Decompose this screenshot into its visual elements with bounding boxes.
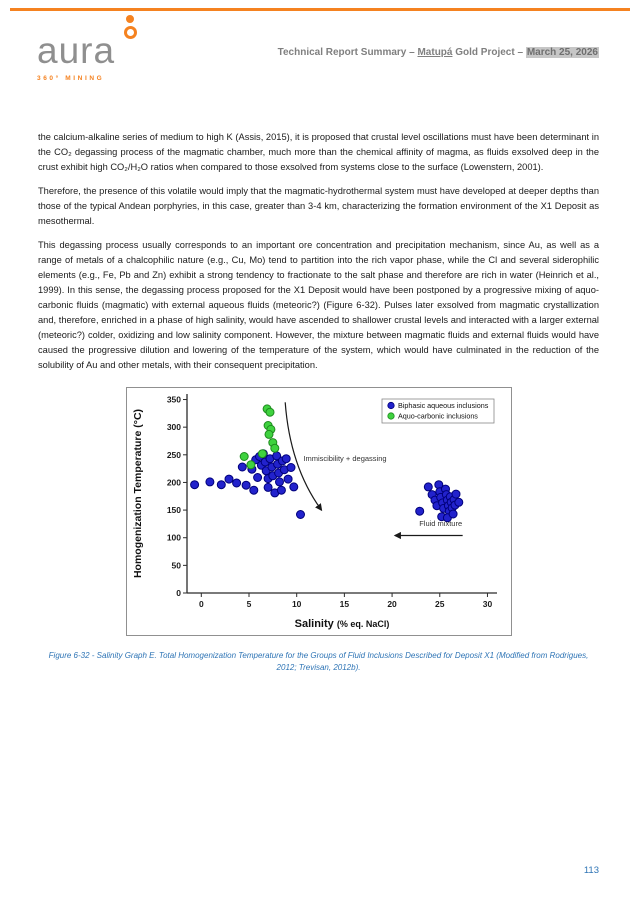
- logo-dot-icon: [126, 15, 134, 23]
- aura-logo: [37, 32, 115, 82]
- body-paragraph-2: Therefore, the presence of this volatile would imply that the magmatic-hydrothermal system must have developed at deeper depths than those of the typical Andean porphyries, in this case, greater than 3-4 km, characterizing the formation environment of the X1 Deposit as mesothermal.: [38, 186, 599, 226]
- data-point-biphasic-aqueous: [225, 475, 233, 483]
- data-point-biphasic-aqueous: [217, 481, 225, 489]
- y-tick-label: 100: [166, 532, 181, 543]
- document-body: [38, 130, 599, 674]
- data-point-aquo-carbonic: [266, 408, 274, 416]
- project-name: Matupá: [417, 47, 453, 58]
- legend-label: Biphasic aqueous inclusions: [397, 401, 488, 410]
- data-point-biphasic-aqueous: [424, 483, 432, 491]
- data-point-biphasic-aqueous: [287, 464, 295, 472]
- x-axis-label: Salinity (% eq. NaCl): [294, 618, 389, 630]
- data-point-biphasic-aqueous: [415, 507, 423, 515]
- report-title: [278, 47, 599, 58]
- report-date-highlight: March 25, 2026: [526, 47, 598, 58]
- logo-mark-icon: [122, 15, 138, 45]
- x-tick-label: 5: [246, 599, 251, 609]
- data-point-biphasic-aqueous: [275, 478, 283, 486]
- data-point-biphasic-aqueous: [289, 483, 297, 491]
- legend-marker-icon: [387, 413, 393, 419]
- data-point-biphasic-aqueous: [242, 481, 250, 489]
- y-tick-label: 200: [166, 477, 181, 488]
- y-tick-label: 150: [166, 505, 181, 516]
- x-tick-label: 25: [434, 599, 445, 609]
- data-point-aquo-carbonic: [240, 453, 248, 461]
- page-number: 113: [583, 865, 599, 876]
- body-paragraph-3: This degassing process usually corresponds to an important ore concentration and precipitation mechanism, since Au, as well as a range of metals of a chalcophilic nature (e.g., Cu, Mo) tend to partition into the rich vapor phase, while the Cl and several siderophilic elements (e.g., Fe, Pb and Zn) exhibit a strong tendency to fractionate to the salt phase and therefore are rich in water (Heinrich et al., 1999). In this sense, the degassing process proposed for the X1 Deposit would have been postponed by a progressive mixing of aquo-carbonic fluids (magmatic) with external aqueous fluids (meteoric?) (Figure 6-32). Pulses later exsolved from magmatic crystallization and, therefore, enriched in a phase of high salinity, would have ascended to shallower crustal levels and interacted with a larger external (meteoric?) colder, oxidizing and low salinity component. However, the mixture between magmatic fluids and external fluids would have caused the progressive dilution and lowering of the temperature of the system, which would have culminated in the reduction of the solubility of Au and other metals, with their consequent precipitation.: [38, 240, 599, 370]
- y-axis-label: Homogenization Temperature (°C): [131, 408, 144, 579]
- figure-caption: Figure 6-32 - Salinity Graph E. Total Homogenization Temperature for the Groups of Fluid Inclusions Described for Deposit X1 (Modified from Rodrigues, 2012; Trevisan, 2012b).: [48, 651, 589, 672]
- data-point-biphasic-aqueous: [284, 475, 292, 483]
- data-point-biphasic-aqueous: [277, 486, 285, 494]
- data-point-aquo-carbonic: [270, 444, 278, 452]
- logo-ring-icon: [124, 26, 137, 39]
- report-title-middle: Gold Project –: [452, 47, 526, 58]
- data-point-aquo-carbonic: [258, 450, 266, 458]
- legend-marker-icon: [387, 402, 393, 408]
- chart-annotation: Fluid mixture: [418, 519, 462, 529]
- scatter-chart-frame: [126, 387, 512, 636]
- chart-annotation: Immiscibility + degassing: [302, 453, 387, 463]
- data-point-biphasic-aqueous: [249, 486, 257, 494]
- data-point-biphasic-aqueous: [190, 481, 198, 489]
- body-paragraph-1: the calcium-alkaline series of medium to high K (Assis, 2015), it is proposed that crustal level oscillations must have been determinant in the CO₂ degassing process of the magmatic chamber, much more than the chemical affinity of magma, as fluids exsolved deep in the crust exhibit high CO₂/H₂O ratios when compared to those exsolved from systems close to the surface (Lowenstern, 2001).: [38, 132, 599, 172]
- y-tick-label: 350: [166, 394, 181, 405]
- logo-tagline: 360° MINING: [37, 75, 105, 82]
- legend-label: Aquo-carbonic inclusions: [397, 411, 478, 421]
- logo-wordmark: aura: [37, 30, 116, 71]
- y-tick-label: 300: [166, 422, 181, 433]
- data-point-biphasic-aqueous: [454, 498, 462, 506]
- data-point-biphasic-aqueous: [205, 478, 213, 486]
- x-tick-label: 0: [198, 599, 204, 609]
- x-tick-label: 15: [339, 599, 349, 609]
- salinity-homogenization-scatter-plot: [127, 388, 511, 635]
- figure-6-32: [38, 387, 599, 674]
- data-point-biphasic-aqueous: [232, 479, 240, 487]
- data-point-biphasic-aqueous: [264, 483, 272, 491]
- x-tick-label: 10: [291, 599, 301, 609]
- y-tick-label: 250: [166, 449, 181, 460]
- data-point-biphasic-aqueous: [238, 463, 246, 471]
- y-tick-label: 50: [171, 560, 181, 571]
- report-title-prefix: Technical Report Summary –: [277, 47, 418, 58]
- top-accent-rule: [10, 8, 630, 11]
- data-point-biphasic-aqueous: [452, 490, 460, 498]
- y-tick-label: 0: [175, 588, 181, 598]
- data-point-biphasic-aqueous: [282, 455, 290, 463]
- data-point-aquo-carbonic: [265, 430, 273, 438]
- x-tick-label: 30: [482, 599, 492, 609]
- data-point-biphasic-aqueous: [253, 474, 261, 482]
- data-point-aquo-carbonic: [246, 461, 254, 469]
- x-tick-label: 20: [386, 599, 397, 609]
- data-point-biphasic-aqueous: [449, 510, 457, 518]
- data-point-biphasic-aqueous: [296, 511, 304, 519]
